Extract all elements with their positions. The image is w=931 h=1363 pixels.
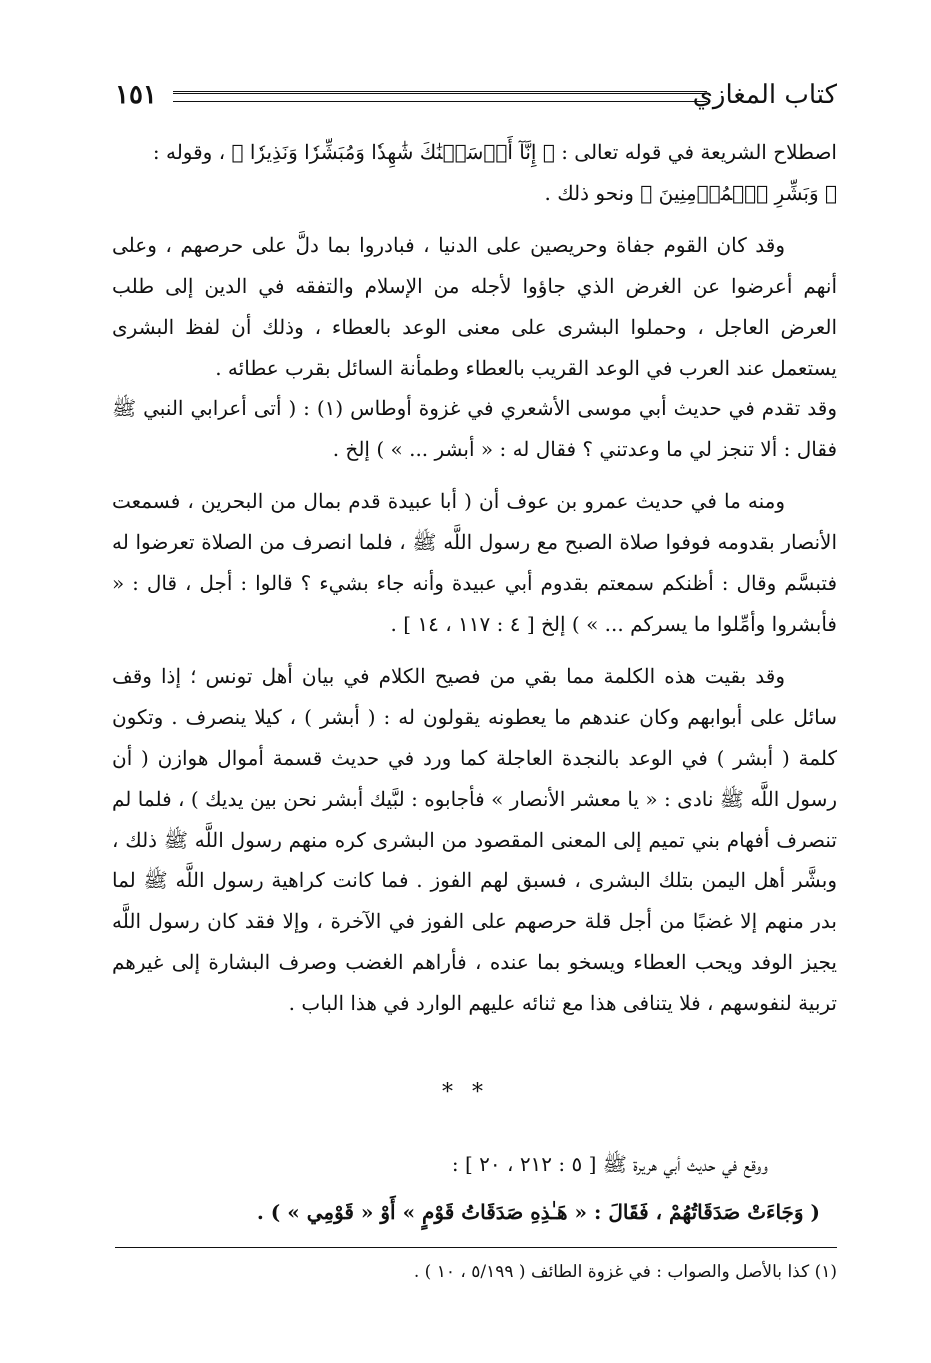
text-line: وقد بقيت هذه الكلمة مما بقي من فصيح الكلام في بيان أهل تونس ؛ إذا وقف [112,663,785,688]
text-line: يستعمل عند العرب في الوعد القريب بالعطاء وطمأنة السائل بقرب عطائه . [215,355,837,380]
text-line: وقد كان القوم جفاة وحريصين على الدنيا ، فبادروا بما دلَّ على حرصهم ، وعلى [112,232,785,257]
body-text [112,132,837,1024]
text-line: هوازن ( أن رسول اللَّه ﷺ نادى : « يا معشر الأنصار » فأجابوه : لبَّيك أبشر نحن [112,745,838,811]
closing-line: ووقع في حديث أبي هريرة ﷺ [ ٥ : ٢١٢ ، ٢٠ ] : [451,1152,768,1176]
text-line: اصطلاح الشريعة في قوله تعالى : ﴿ إِنَّآ أَرۡسَلۡنَٰكَ شَٰهِدٗا وَمُبَشِّرٗا وَنَذِيرٗا ﴾ ، وقوله : [152,140,837,164]
footnote: (١) كذا بالأصل والصواب : في غزوة الطائف ( ٥/١٩٩ ، ١٠ ) . [413,1262,837,1282]
text-line: الفوز في الآخرة ، وإلا فقد كان رسول اللَّه يجيز الوفد ويحب العطاء ويسخو بما [112,909,837,975]
section-separator: * * [442,1080,489,1105]
text-line: وتكون كلمة ( أبشر ) في الوعد بالنجدة العاجلة كما ورد في حديث قسمة أموال [112,704,837,770]
closing-quote-line: ( وَجَاءَتْ صَدَقَاتُهُمْ ، فَقَالَ : « هَـٰذِهِ صَدَقَاتُ قَوْمٍ » أَوْ « قَوْمِي » ) . [256,1200,820,1224]
text-line: العرض العاجل ، وحملوا البشرى على معنى الوعد بالعطاء ، وذلك أن لفظ البشرى [112,314,837,339]
paragraph-4 [112,656,837,1024]
text-line: ومنه ما في حديث عمرو بن عوف أن ( أبا عبيدة قدم بمال من البحرين ، [187,489,786,514]
text-line: ﴿ وَبَشِّرِ ٱلۡمُؤۡمِنِينَ ﴾ ونحو ذلك . [544,180,837,205]
text-line: فسمعت الأنصار بقدومه فوفوا صلاة الصبح مع رسول اللَّه ﷺ ، فلما انصرف من [112,489,837,555]
paragraph-2 [112,225,837,470]
text-line: وقد تقدم في حديث أبي موسى الأشعري في غزوة أوطاس (١) : ( أتى أعرابي [190,396,838,421]
text-line: كانت كراهية رسول اللَّه ﷺ لما بدر منهم إلا غضبًا من أجل قلة حرصهم على [112,868,837,934]
paragraph-1 [112,132,837,214]
page-header [115,78,837,112]
text-line: أنهم أعرضوا عن الغرض الذي جاؤوا لأجله من الإسلام والتفقه في الدين إلى طلب [112,273,837,298]
text-line: منهم رسول اللَّه ﷺ ذلك ، وبشَّر أهل اليمن بتلك البشرى ، فسبق لهم الفوز . فما [112,827,837,893]
paragraph-3 [112,481,837,645]
book-title: كتاب المغازي [692,80,837,110]
closing-text [160,1140,820,1236]
footnote-rule [115,1247,837,1248]
text-line: النبي ﷺ فقال : ألا تنجز لي ما وعدتني ؟ فقال له : « أبشر ... » ) إلخ . [112,396,837,462]
header-rule [173,91,707,102]
text-line: الصلاة تعرضوا له فتبسَّم وقال : أظنكم سمعتم بقدوم أبي عبيدة وأنه جاء بشيء ؟ [112,530,838,596]
text-line: مع ثنائه عليهم الوارد في هذا الباب . [288,991,584,1016]
text-line: سائل على أبوابهم وكان عندهم ما يعطونه يقولون له : ( أبشر ) ، كيلا ينصرف . [171,704,837,729]
text-line: قالوا : أجل ، قال : « فأبشروا وأمِّلوا ما يسركم ... » ) إلخ [ ٤ : ١١٧ ، ١٤ ] . [112,571,837,636]
text-line: بين يديك ) ، فلما لم تنصرف أفهام بني تميم إلى المعنى المقصود من البشرى كره [112,786,838,852]
text-line: عنده ، فأراهم الغضب وصرف البشارة إلى غيرهم تربية لنفوسهم ، فلا يتنافى هذا [112,950,837,1016]
page-number: ١٥١ [115,80,157,110]
